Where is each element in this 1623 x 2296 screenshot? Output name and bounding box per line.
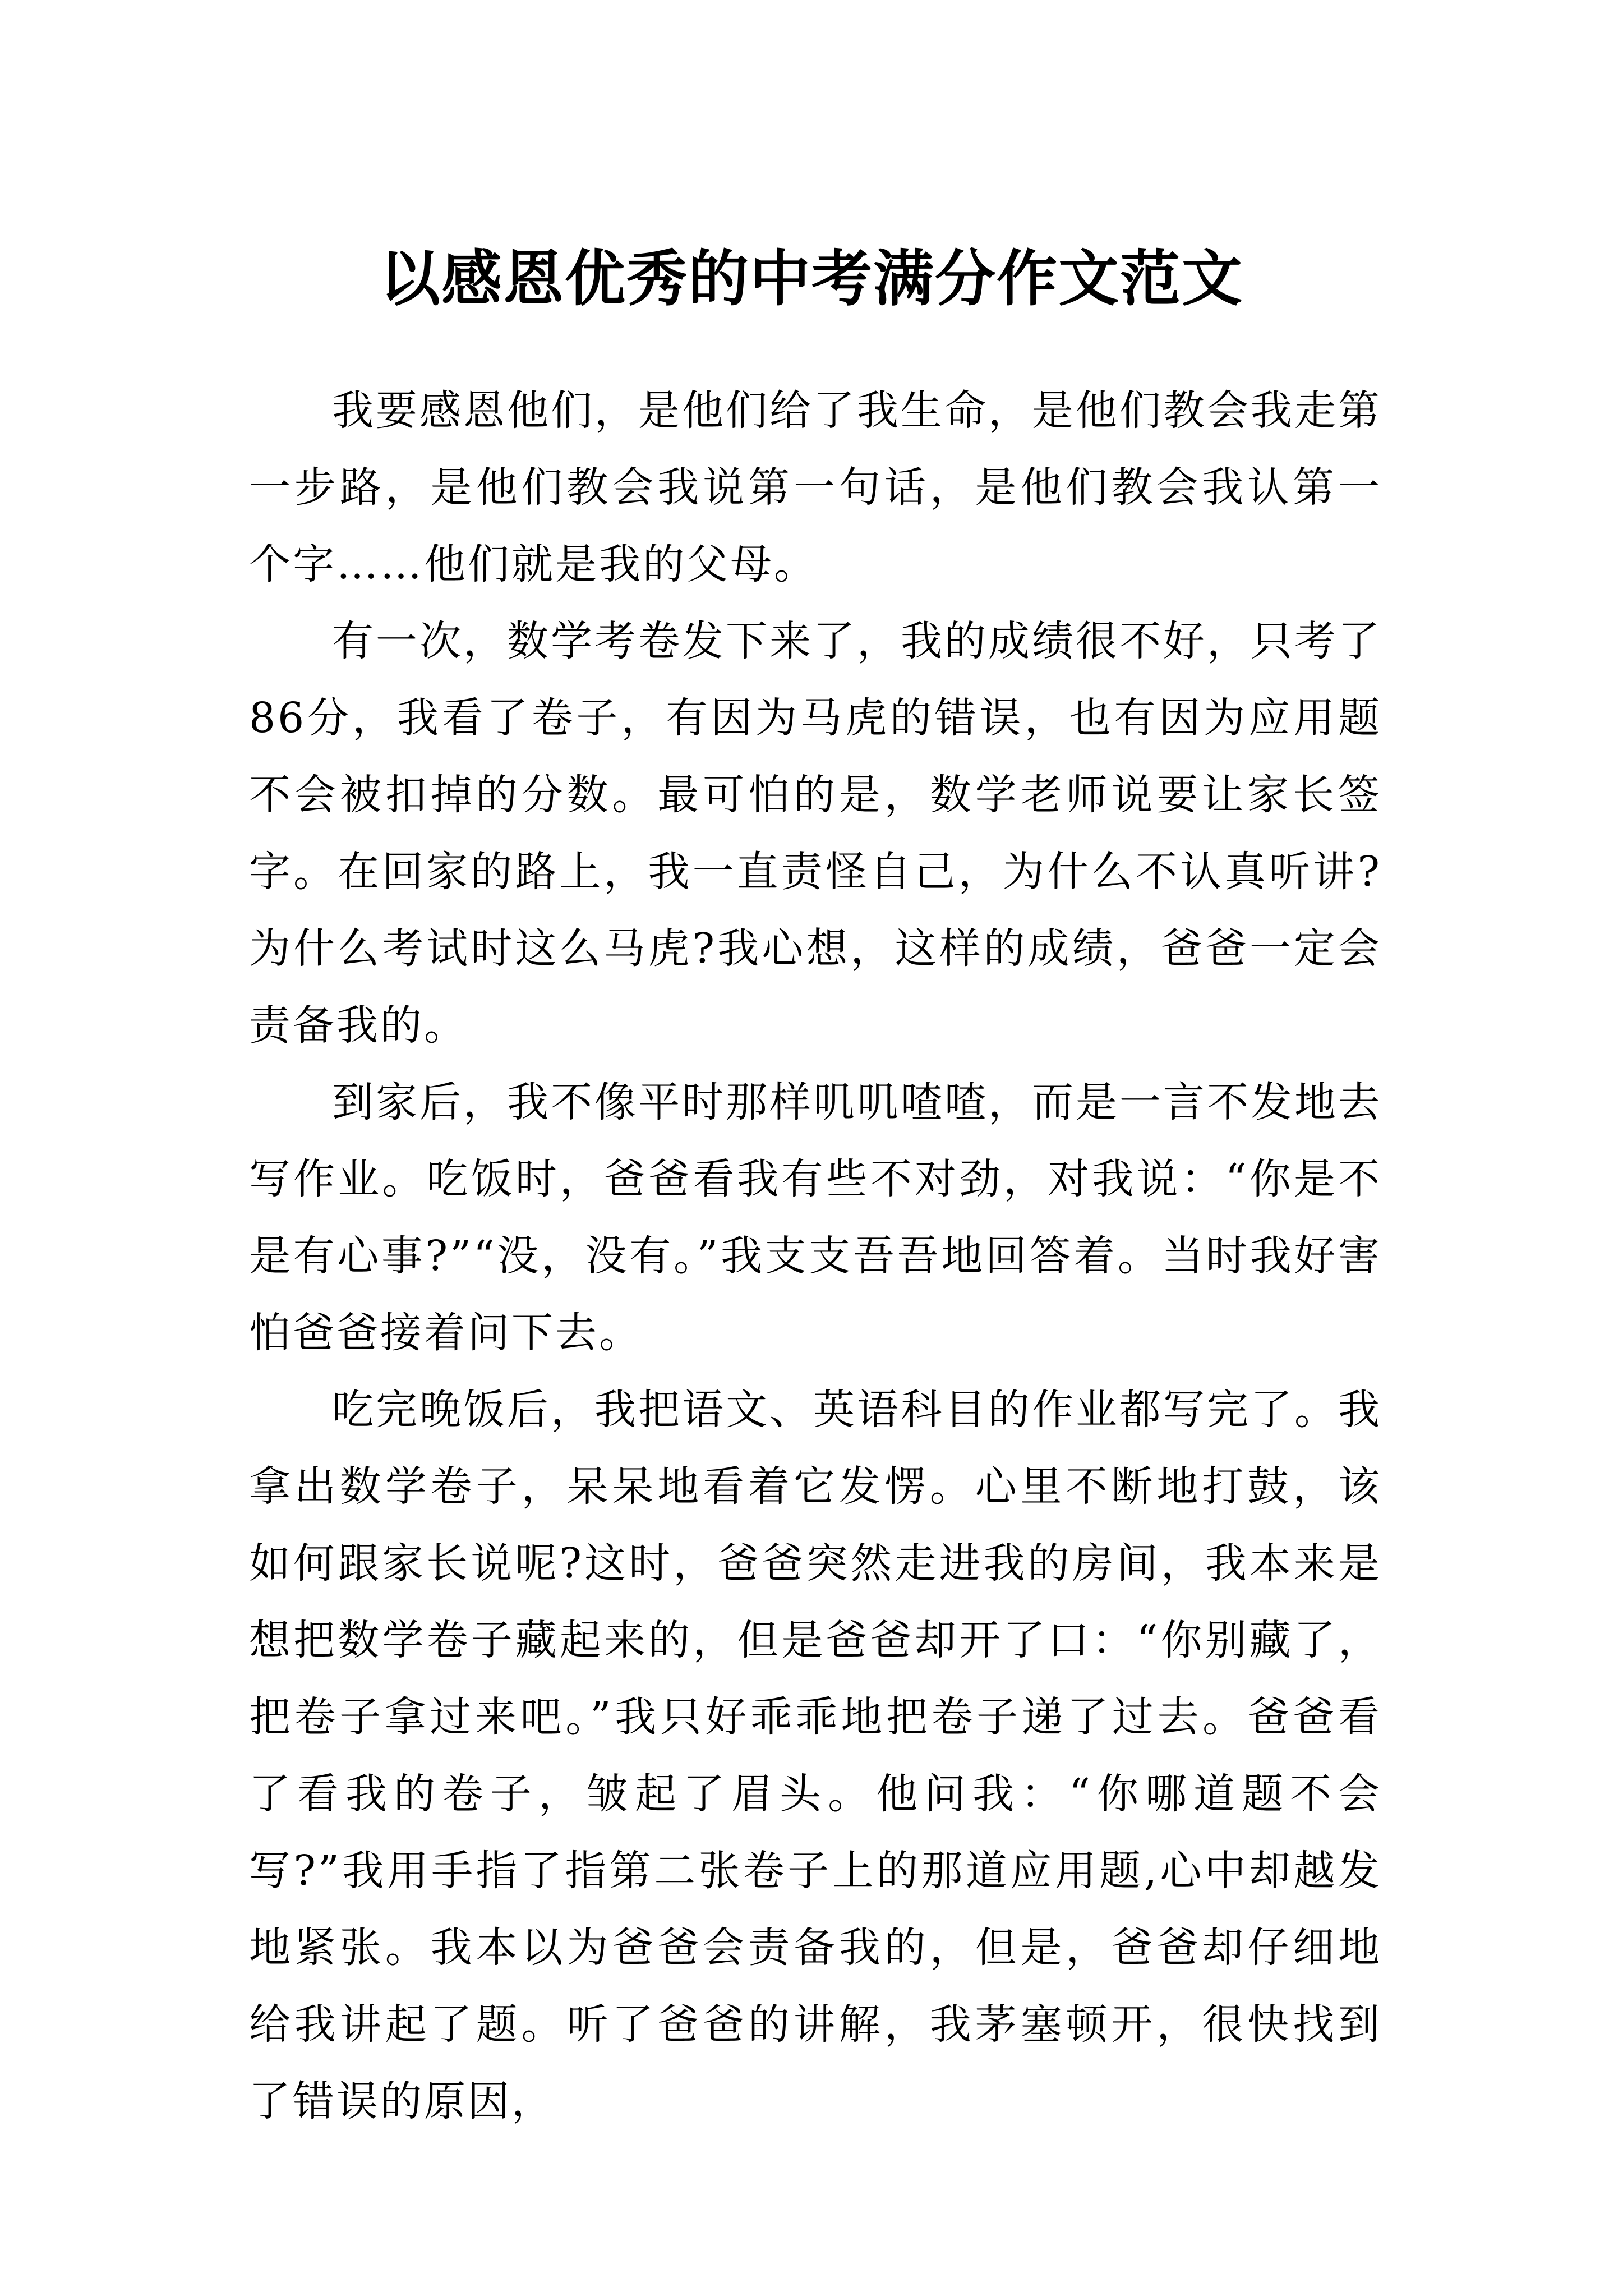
paragraph-1: 我要感恩他们，是他们给了我生命，是他们教会我走第一步路，是他们教会我说第一句话，是他们教会我认第一个字……他们就是我的父母。 — [249, 386, 1382, 588]
paragraph-4: 吃完晚饭后，我把语文、英语科目的作业都写完了。我拿出数学卷子，呆呆地看着它发愣。心里不断地打鼓，该如何跟家长说呢?这时，爸爸突然走进我的房间，我本来是想把数学卷子藏起来的，但是爸爸却开了口：“你别藏了，把卷子拿过来吧。”我只好乖乖地把卷子递了过去。爸爸看了看我的卷子，皱起了眉头。他问我：“你哪道题不会写?”我用手指了指第二张卷子上的那道应用题,心中却越发地紧张。我本以为爸爸会责备我的，但是，爸爸却仔细地给我讲起了题。听了爸爸的讲解，我茅塞顿开，很快找到了错误的原因， — [249, 1386, 1382, 2125]
document-title: 以感恩优秀的中考满分作文范文 — [379, 243, 1243, 315]
document-body — [249, 372, 1382, 2140]
paragraph-3: 到家后，我不像平时那样叽叽喳喳，而是一言不发地去写作业。吃饭时，爸爸看我有些不对劲，对我说：“你是不是有心事?”“没，没有。”我支支吾吾地回答着。当时我好害怕爸爸接着问下去。 — [249, 1078, 1382, 1357]
paragraph-2: 有一次，数学考卷发下来了，我的成绩很不好，只考了86分，我看了卷子，有因为马虎的错误，也有因为应用题不会被扣掉的分数。最可怕的是，数学老师说要让家长签字。在回家的路上，我一直责怪自己，为什么不认真听讲?为什么考试时这么马虎?我心想，这样的成绩，爸爸一定会责备我的。 — [249, 617, 1382, 1050]
